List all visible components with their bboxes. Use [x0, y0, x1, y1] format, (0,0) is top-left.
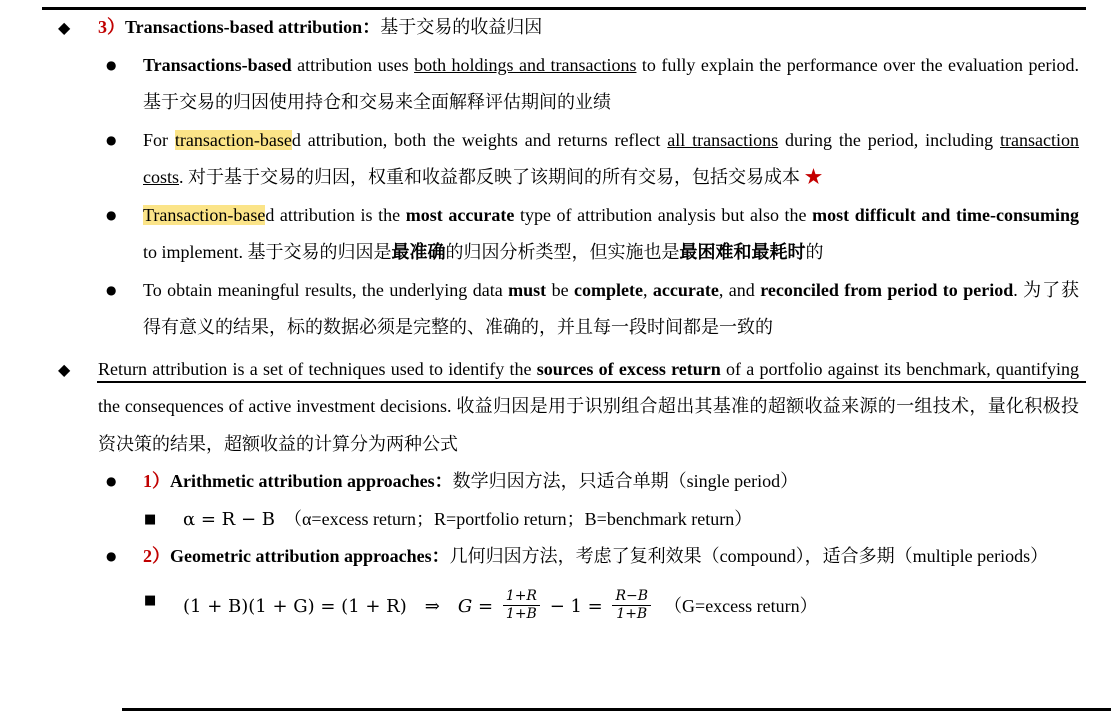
- circle-bullet-icon: ●: [106, 132, 117, 147]
- bullet-text: [143, 280, 1079, 338]
- text-run: d attribution is the: [265, 204, 406, 225]
- bullet-text: [143, 130, 1079, 188]
- fraction: $\frac{1+R}{1+B}$: [503, 588, 540, 623]
- text-run: attribution uses: [291, 54, 415, 75]
- square-bullet-icon: ■: [144, 592, 157, 608]
- circle-bullet-icon: ●: [106, 474, 117, 488]
- text-run: . 对于基于交易的归因，权重和收益都反映了该期间的所有交易，包括交易成本: [179, 167, 805, 187]
- text-run: （G=excess return）: [655, 595, 818, 616]
- text-run: ★: [804, 167, 823, 187]
- text-run: Arithmetic attribution approaches：: [170, 471, 453, 491]
- formula-text: [183, 509, 752, 529]
- section2-paragraph: [0, 351, 1079, 464]
- bullet-transactions-uses: [0, 47, 1079, 122]
- circle-bullet-icon: ●: [106, 207, 117, 222]
- bullet-weights-returns: [0, 122, 1079, 197]
- bullet-arithmetic-approaches: [0, 463, 1079, 501]
- bullet-text: [143, 471, 798, 491]
- section1-heading: [0, 9, 1079, 47]
- text-run: 的: [805, 242, 824, 262]
- diamond-bullet-icon: ◆: [58, 18, 71, 37]
- text-run: 基于交易的归因使用持仓和交易来全面解释评估期间的业绩: [143, 92, 611, 112]
- bullet-most-accurate: [0, 197, 1079, 272]
- bullet-text: [143, 205, 1079, 263]
- text-run: d attribution, both the weights and returns reflect: [291, 129, 668, 150]
- fraction: $\frac{R-B}{1+B}$: [612, 588, 651, 623]
- text-run: α = R − B: [183, 508, 275, 530]
- text-run: during the period, including: [778, 129, 1001, 150]
- section2-paragraph-text: [98, 359, 1079, 454]
- text-run: 的归因分析类型，但实施也是: [445, 242, 680, 262]
- text-run: most difficult and time-consuming: [812, 204, 1080, 225]
- text-run: transaction costs: [143, 129, 1080, 187]
- text-run: =: [472, 595, 499, 617]
- text-run: 最困难和最耗时: [679, 242, 806, 262]
- text-run: to implement. 基于交易的归因是: [143, 242, 392, 262]
- text-run: all transactions: [667, 129, 779, 150]
- text-run: 3）: [98, 17, 125, 37]
- text-run: For: [143, 129, 175, 150]
- text-run: Transactions-based attribution：: [125, 17, 381, 37]
- formula-geometric: [0, 582, 1079, 631]
- circle-bullet-icon: ●: [106, 57, 117, 72]
- bottom-border-line: [122, 708, 1111, 711]
- section1-heading-text: [98, 17, 542, 37]
- text-run: G: [457, 595, 473, 617]
- bullet-meaningful-results: [0, 272, 1079, 347]
- text-run: sources of excess return: [536, 358, 721, 379]
- text-run: transaction-base: [174, 129, 292, 150]
- text-run: reconciled from period to period: [760, 279, 1014, 300]
- text-run: (1 + B)(1 + G) = (1 + R): [183, 595, 407, 617]
- square-bullet-icon: ■: [144, 511, 157, 527]
- formula-text: [183, 587, 818, 622]
- bullet-text: [143, 546, 1048, 566]
- text-run: Transaction-base: [143, 204, 266, 225]
- text-run: （α=excess return；R=portfolio return；B=benchmark return）: [275, 508, 753, 529]
- formula-arithmetic: [0, 501, 1079, 539]
- text-run: 数学归因方法，只适合单期（single period）: [452, 471, 799, 491]
- text-run: Transactions-based: [143, 54, 292, 75]
- text-run: accurate: [652, 279, 719, 300]
- text-run: be: [546, 279, 574, 300]
- text-run: − 1 =: [543, 595, 609, 617]
- text-run: ,: [642, 279, 653, 300]
- text-run: type of attribution analysis but also the: [514, 204, 813, 225]
- text-run: . 为了获得有意义的结果，标的数据必须是完整的、准确的，并且每一段时间都是一致的: [143, 279, 1079, 337]
- text-run: 最准确: [391, 242, 446, 262]
- text-run: most accurate: [405, 204, 515, 225]
- circle-bullet-icon: ●: [106, 549, 117, 563]
- text-run: 几何归因方法，考虑了复利效果（compound），适合多期（multiple periods）: [449, 546, 1049, 566]
- text-run: of a portfolio against its benchmark, quantifying the consequences of active investment decisions.: [98, 358, 1079, 416]
- text-run: 1）: [143, 471, 170, 491]
- text-run: both holdings and transactions: [414, 54, 637, 75]
- text-run: complete: [574, 279, 643, 300]
- text-run: 收益归因是用于识别组合超出其基准的超额收益来源的一组技术，量化积极投资决策的结果，超额收益的计算分为两种公式: [98, 396, 1079, 454]
- bullet-geometric-approaches: [0, 538, 1079, 576]
- bullet-text: [143, 55, 1079, 113]
- text-run: To obtain meaningful results, the underlying data: [143, 279, 509, 300]
- text-run: must: [508, 279, 547, 300]
- text-run: 2）: [143, 546, 170, 566]
- diamond-bullet-icon: ◆: [58, 359, 71, 379]
- circle-bullet-icon: ●: [106, 282, 117, 297]
- text-run: ⇒: [406, 595, 458, 617]
- text-run: Geometric attribution approaches：: [170, 546, 450, 566]
- text-run: , and: [718, 279, 761, 300]
- text-run: Return attribution is a set of techniques used to identify the: [98, 358, 537, 379]
- text-run: to fully explain the performance over the evaluation period.: [636, 54, 1079, 75]
- text-run: 基于交易的收益归因: [380, 17, 543, 37]
